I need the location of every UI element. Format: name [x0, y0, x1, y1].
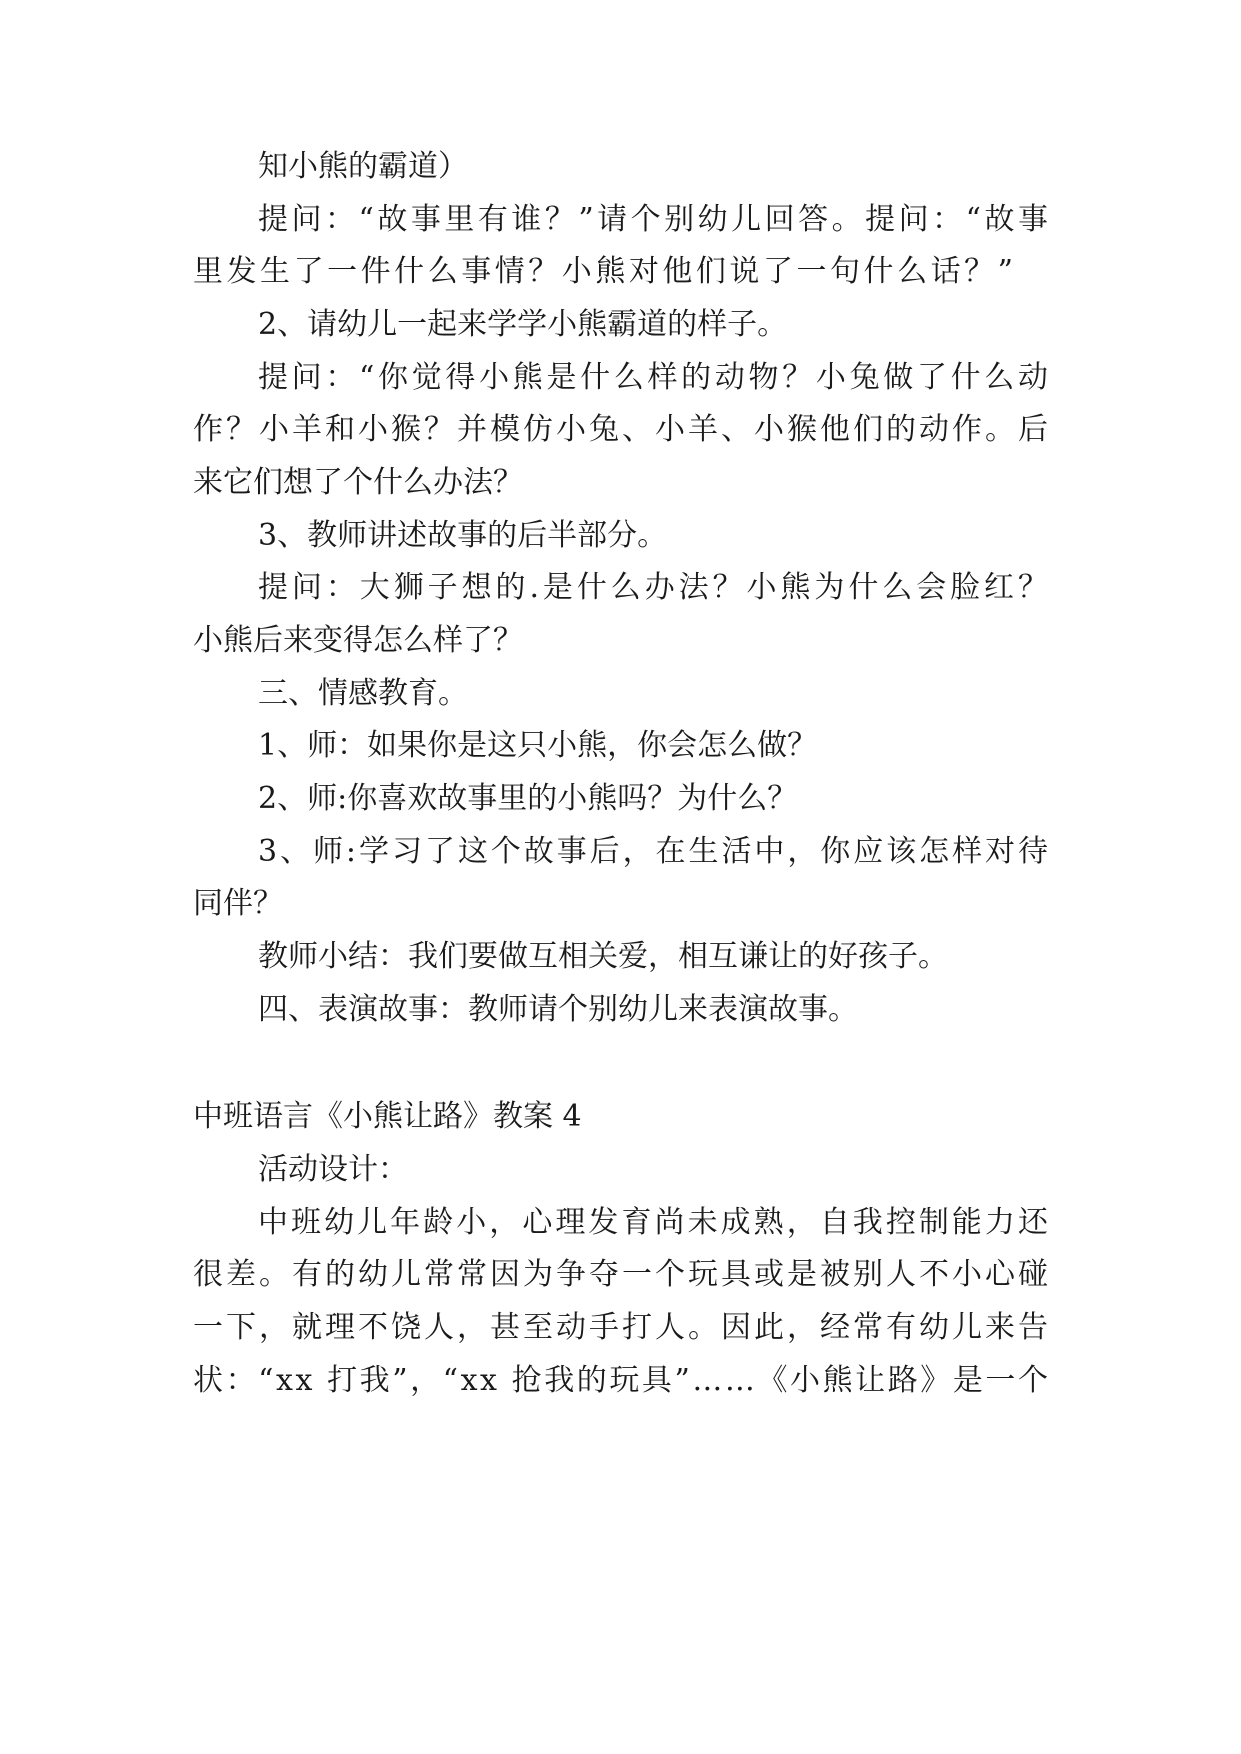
text-line: 同伴？	[193, 886, 283, 921]
text-line: 知小熊的霸道）	[258, 149, 468, 184]
text-line: 活动设计：	[258, 1152, 408, 1187]
text-line: 作？小羊和小猴？并模仿小兔、小羊、小猴他们的动作。后	[193, 412, 1051, 447]
text-line: 状：“xx 打我”，“xx 抢我的玩具”……《小熊让路》是一个	[193, 1363, 1051, 1398]
section-heading: 中班语言《小熊让路》教案 4	[193, 1099, 582, 1134]
text-line: 中班幼儿年龄小，心理发育尚未成熟，自我控制能力还	[258, 1205, 1052, 1240]
text-line: 2、请幼儿一起来学学小熊霸道的样子。	[258, 307, 788, 342]
text-line: 提问：大狮子想的.是什么办法？小熊为什么会脸红？	[258, 570, 1052, 605]
text-line: 提问：“故事里有谁？”请个别幼儿回答。提问：“故事	[258, 202, 1052, 237]
text-line: 很差。有的幼儿常常因为争夺一个玩具或是被别人不小心碰	[193, 1257, 1051, 1292]
text-line: 1、师：如果你是这只小熊，你会怎么做？	[258, 728, 818, 763]
text-line: 3、师:学习了这个故事后，在生活中，你应该怎样对待	[258, 834, 1051, 869]
text-line: 3、教师讲述故事的后半部分。	[258, 518, 668, 553]
text-line: 提问：“你觉得小熊是什么样的动物？小兔做了什么动	[258, 360, 1052, 395]
text-line: 一下，就理不饶人，甚至动手打人。因此，经常有幼儿来告	[193, 1310, 1051, 1345]
text-line: 2、师:你喜欢故事里的小熊吗？为什么？	[258, 781, 798, 816]
text-line: 来它们想了个什么办法？	[193, 465, 523, 500]
text-line: 三、情感教育。	[258, 676, 468, 711]
text-line: 里发生了一件什么事情？小熊对他们说了一句什么话？”	[193, 254, 1017, 289]
text-line: 教师小结：我们要做互相关爱，相互谦让的好孩子。	[258, 939, 948, 974]
text-line: 小熊后来变得怎么样了？	[193, 623, 523, 658]
text-line: 四、表演故事：教师请个别幼儿来表演故事。	[258, 992, 858, 1027]
